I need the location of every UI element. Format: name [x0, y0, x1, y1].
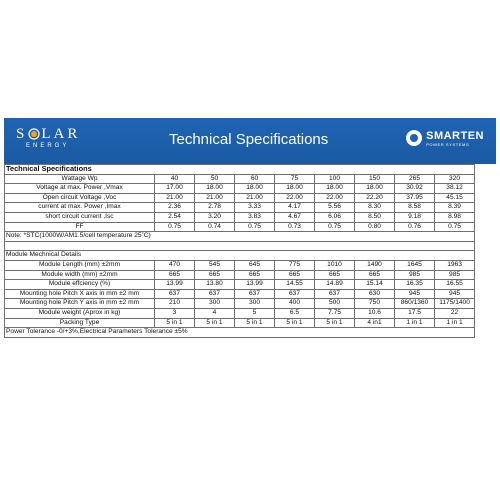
- table-cell: 1963: [435, 260, 475, 270]
- table-cell: 18.00: [355, 184, 395, 194]
- table-cell: 7.75: [315, 308, 355, 318]
- table-cell: 210: [155, 299, 195, 309]
- table-cell: 320: [435, 174, 475, 184]
- table-cell: 6.5: [275, 308, 315, 318]
- table-cell: 5.56: [315, 203, 355, 213]
- table-cell: 1 in 1: [435, 318, 475, 328]
- smarten-mark-icon: [406, 130, 422, 146]
- table-cell: 665: [195, 270, 235, 280]
- table-cell: 645: [235, 260, 275, 270]
- row-label: Module weight (Aprox in kg): [5, 308, 155, 318]
- table-cell: 37.95: [395, 193, 435, 203]
- table-cell: 637: [235, 289, 275, 299]
- table-cell: 1175/1400: [435, 299, 475, 309]
- row-label: Packing Type: [5, 318, 155, 328]
- table-cell: 18.00: [235, 184, 275, 194]
- table-cell: 0.75: [155, 222, 195, 232]
- table-cell: 22.00: [315, 193, 355, 203]
- spec-sheet: [4, 164, 474, 338]
- table-row: [5, 212, 475, 222]
- table-cell: 1010: [315, 260, 355, 270]
- table-row: [5, 222, 475, 232]
- row-label: Voltage at max. Power ,Vmax: [5, 184, 155, 194]
- table-cell: 150: [355, 174, 395, 184]
- table-cell: 14.89: [315, 280, 355, 290]
- table-cell: 665: [315, 270, 355, 280]
- table-cell: 13.99: [235, 280, 275, 290]
- table-cell: 21.00: [235, 193, 275, 203]
- table-cell: 21.00: [195, 193, 235, 203]
- row-label: short circuit current ,Isc: [5, 212, 155, 222]
- table-cell: 0.75: [235, 222, 275, 232]
- table-cell: 40: [155, 174, 195, 184]
- table-cell: 945: [435, 289, 475, 299]
- table-cell: 3.20: [195, 212, 235, 222]
- row-label: Module effciency (%): [5, 280, 155, 290]
- section-title: [5, 165, 475, 175]
- logo-letter-s: S: [16, 126, 28, 142]
- table-cell: 637: [195, 289, 235, 299]
- smarten-name: SMARTEN: [426, 130, 484, 142]
- table-cell: 2.36: [155, 203, 195, 213]
- table-cell: 8.50: [355, 212, 395, 222]
- table-cell: 1645: [395, 260, 435, 270]
- table-cell: 5 in 1: [155, 318, 195, 328]
- table-row: [5, 174, 475, 184]
- table-row: [5, 308, 475, 318]
- table-cell: 945: [395, 289, 435, 299]
- table-row: [5, 318, 475, 328]
- table-cell: 8.39: [435, 203, 475, 213]
- table-cell: 14.55: [275, 280, 315, 290]
- table-row: [5, 299, 475, 309]
- table-cell: 637: [155, 289, 195, 299]
- table-cell: 4.17: [275, 203, 315, 213]
- table-cell: 22.20: [355, 193, 395, 203]
- table-cell: 300: [195, 299, 235, 309]
- table-cell: 3: [155, 308, 195, 318]
- table-cell: 500: [315, 299, 355, 309]
- table-cell: 300: [235, 299, 275, 309]
- table-cell: 0.76: [395, 222, 435, 232]
- table-cell: 545: [195, 260, 235, 270]
- spacer-row: [5, 241, 475, 251]
- row-label: Module Length (mm) ±2mm: [5, 260, 155, 270]
- table-cell: 665: [355, 270, 395, 280]
- logo-letters-lar: LAR: [41, 126, 81, 142]
- table-cell: 18.00: [275, 184, 315, 194]
- table-cell: 16.55: [435, 280, 475, 290]
- table-cell: 750: [355, 299, 395, 309]
- row-label: Module width (mm) ±2mm: [5, 270, 155, 280]
- table-cell: 0.74: [195, 222, 235, 232]
- smarten-logo: [406, 130, 484, 148]
- logo-subtitle: ENERGY: [26, 143, 70, 149]
- table-cell: 400: [275, 299, 315, 309]
- section-title-text: Technical Specifications: [5, 165, 475, 175]
- table-cell: 18.00: [315, 184, 355, 194]
- table-cell: 0.73: [275, 222, 315, 232]
- table-row: [5, 270, 475, 280]
- table-cell: 775: [275, 260, 315, 270]
- table-cell: 0.75: [435, 222, 475, 232]
- table-cell: 21.00: [155, 193, 195, 203]
- table-cell: 630: [355, 289, 395, 299]
- table-cell: 4.67: [275, 212, 315, 222]
- table-cell: 22: [435, 308, 475, 318]
- table-cell: 17.5: [395, 308, 435, 318]
- table-cell: 665: [155, 270, 195, 280]
- tolerance-footer: [5, 328, 475, 338]
- row-label: current at max. Power ,Imax: [5, 203, 155, 213]
- spec-table: [4, 164, 475, 338]
- table-cell: 985: [435, 270, 475, 280]
- table-cell: 16.35: [395, 280, 435, 290]
- header-banner: [4, 118, 496, 164]
- table-cell: 8.98: [435, 212, 475, 222]
- table-cell: 2.54: [155, 212, 195, 222]
- row-label: Mounting hole Pitch X axis in mm ±2 mm: [5, 289, 155, 299]
- table-cell: 18.00: [195, 184, 235, 194]
- table-cell: 5 in 1: [195, 318, 235, 328]
- table-row: [5, 193, 475, 203]
- table-row: [5, 184, 475, 194]
- table-cell: 3.83: [235, 212, 275, 222]
- table-cell: 0.80: [355, 222, 395, 232]
- table-cell: 265: [395, 174, 435, 184]
- table-cell: 1 in 1: [395, 318, 435, 328]
- table-cell: 8.58: [395, 203, 435, 213]
- table-cell: 100: [315, 174, 355, 184]
- stc-note-text: Note: *STC(1000W/AM1.5/cell temperature 25˚C): [5, 232, 475, 242]
- sun-icon: [28, 128, 40, 140]
- table-cell: 17.00: [155, 184, 195, 194]
- table-cell: 1490: [355, 260, 395, 270]
- table-cell: 13.80: [195, 280, 235, 290]
- table-cell: 3.33: [235, 203, 275, 213]
- table-cell: 5 in 1: [315, 318, 355, 328]
- table-cell: 637: [315, 289, 355, 299]
- table-row: [5, 289, 475, 299]
- stc-note: [5, 232, 475, 242]
- table-cell: 5 in 1: [235, 318, 275, 328]
- table-cell: 5 in 1: [275, 318, 315, 328]
- table-cell: 2.78: [195, 203, 235, 213]
- module-section-title-text: Module Mechnical Details: [5, 251, 475, 261]
- table-cell: 60: [235, 174, 275, 184]
- table-cell: 9.18: [395, 212, 435, 222]
- table-cell: 985: [395, 270, 435, 280]
- tolerance-footer-text: Power Tolerance -0/+3%,Electrical Parameters Tolerance ±5%: [5, 328, 475, 338]
- table-cell: 860/1360: [395, 299, 435, 309]
- page-title: Technical Specifications: [169, 131, 329, 148]
- table-cell: 38.12: [435, 184, 475, 194]
- row-label: FF: [5, 222, 155, 232]
- table-cell: 75: [275, 174, 315, 184]
- table-cell: 5: [235, 308, 275, 318]
- row-label: Mounting hole Pitch Y axis in mm ±2 mm: [5, 299, 155, 309]
- table-cell: 4: [195, 308, 235, 318]
- table-cell: 15.14: [355, 280, 395, 290]
- table-cell: 4 in1: [355, 318, 395, 328]
- table-cell: 665: [275, 270, 315, 280]
- table-cell: 8.30: [355, 203, 395, 213]
- table-row: [5, 203, 475, 213]
- row-label: Wattage Wp: [5, 174, 155, 184]
- module-section-title: [5, 251, 475, 261]
- row-label: Open circuit Voltage ,Voc: [5, 193, 155, 203]
- table-cell: 30.92: [395, 184, 435, 194]
- table-cell: 0.75: [315, 222, 355, 232]
- spacer-row-text: [5, 241, 475, 251]
- table-cell: 10.6: [355, 308, 395, 318]
- table-cell: 22.00: [275, 193, 315, 203]
- solar-energy-logo: [16, 126, 80, 150]
- table-cell: 637: [275, 289, 315, 299]
- table-cell: 13.99: [155, 280, 195, 290]
- table-cell: 470: [155, 260, 195, 270]
- table-row: [5, 260, 475, 270]
- smarten-tagline: POWER SYSTEMS: [426, 142, 470, 147]
- table-cell: 50: [195, 174, 235, 184]
- table-row: [5, 280, 475, 290]
- table-cell: 665: [235, 270, 275, 280]
- table-cell: 6.06: [315, 212, 355, 222]
- table-cell: 45.15: [435, 193, 475, 203]
